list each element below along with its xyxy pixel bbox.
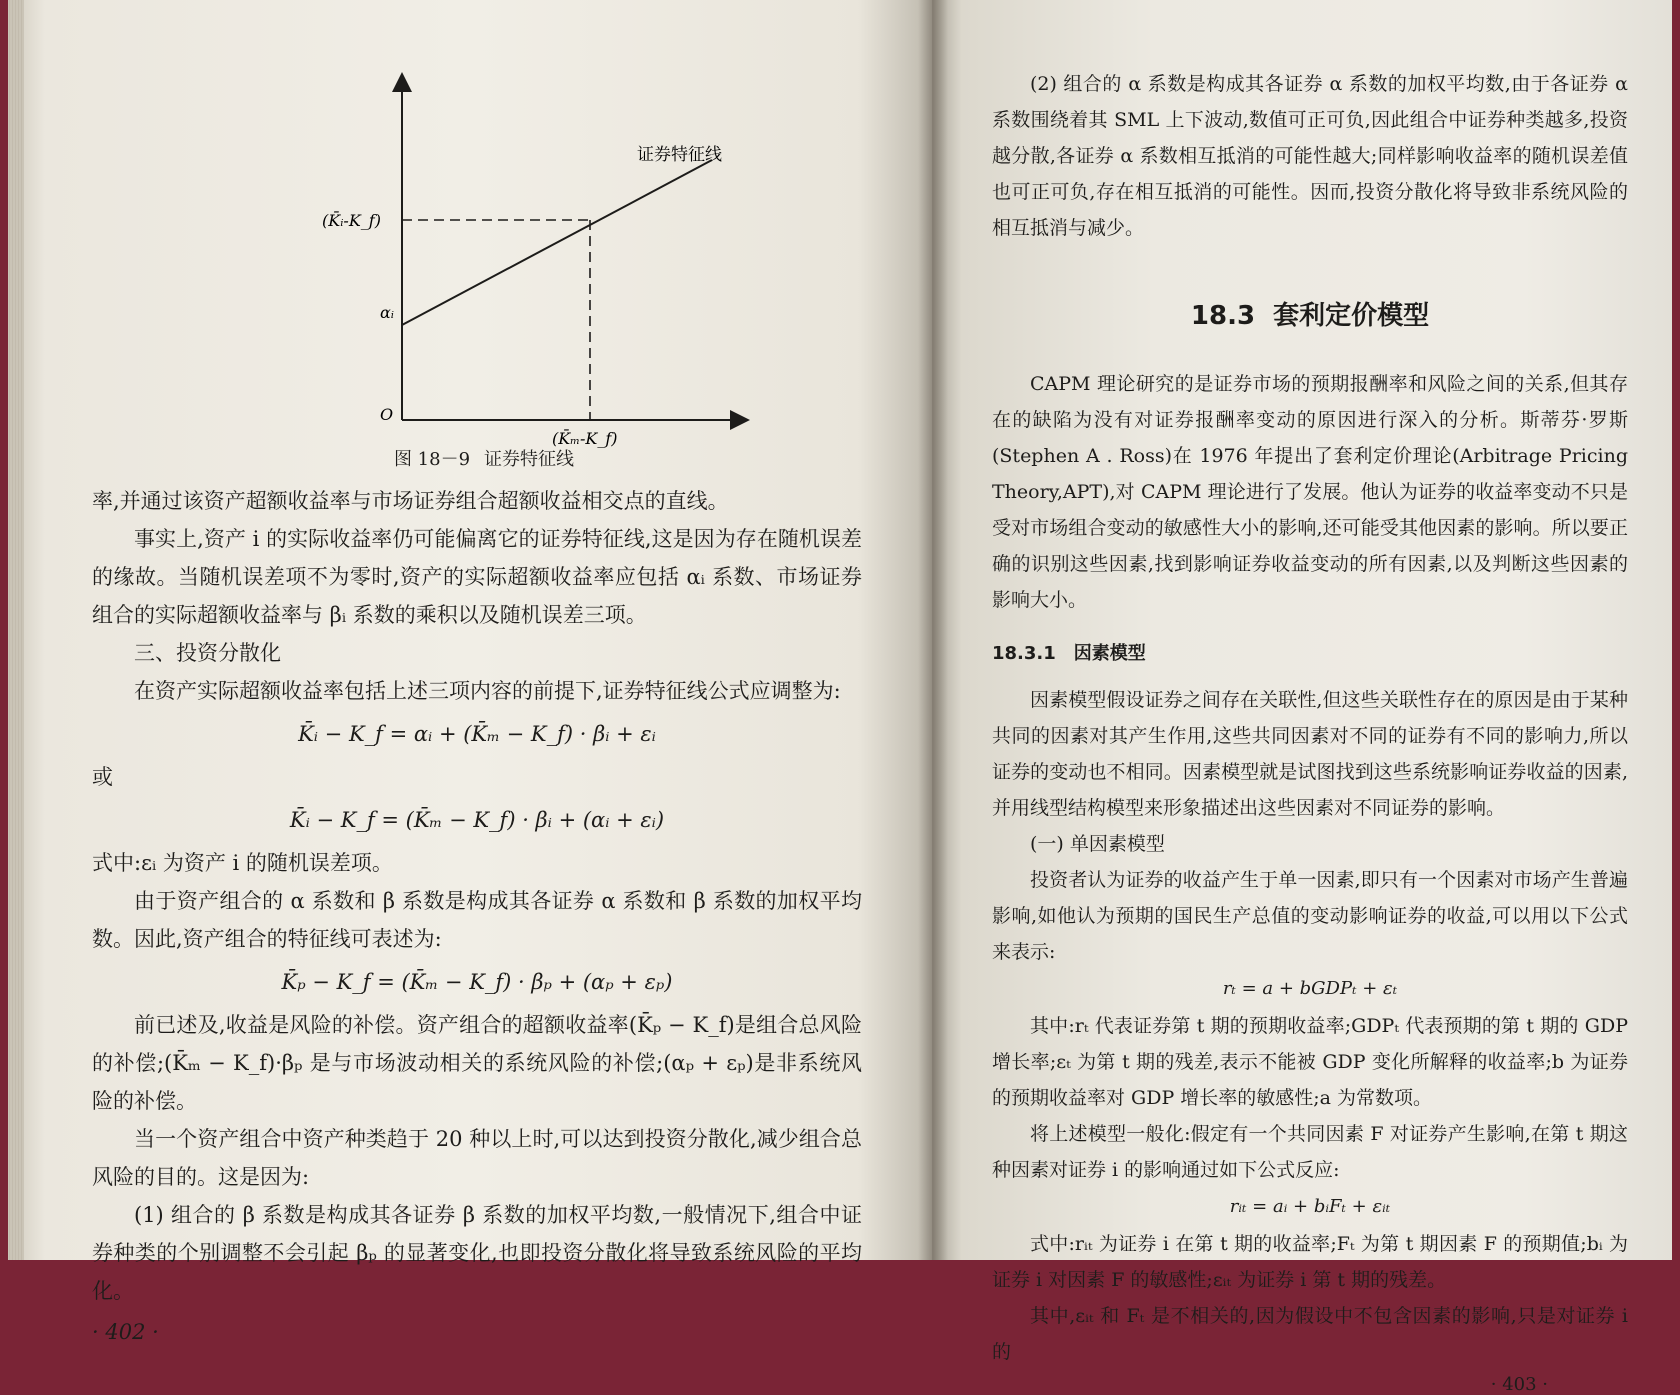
paragraph-8: (1) 组合的 β 系数是构成其各证券 β 系数的加权平均数,一般情况下,组合中证券种类的个别调整不会引起 βₚ 的显著变化,也即投资分散化将导致系统风险的平均化。: [92, 1203, 862, 1303]
alpha-label: αᵢ: [380, 303, 395, 322]
left-page: [8, 0, 932, 1344]
subsection-title-text: 因素模型: [1073, 643, 1146, 664]
figure-number: 图 18－9: [393, 449, 471, 470]
paragraph-r4: 投资者认为证券的收益产生于单一因素,即只有一个因素对市场产生普遍影响,如他认为预期的国民生产总值的变动影响证券的收益,可以用以下公式来表示:: [992, 869, 1628, 963]
characteristic-line: [402, 160, 712, 325]
subsection-number: 18.3.1: [992, 643, 1056, 664]
formula-r1: rₜ = a + bGDPₜ + εₜ: [1222, 978, 1398, 999]
paragraph-r2: CAPM 理论研究的是证券市场的预期报酬率和风险之间的关系,但其存在的缺陷为没有对证券报酬率变动的原因进行深入的分析。斯蒂芬·罗斯(Stephen A . Ross)在 1976 年提出了套利定价理论(Arbitrage Pricing Theory,APT),对 CAPM 理论进行了发展。他认为证券的收益率变动不只是受对市场组合变动的敏感性大小的影响,还可能受其他因素的影响。所以要正确的识别这些因素,找到影响证券收益变动的所有因素,以及判断这些因素的影响大小。: [992, 373, 1628, 611]
heading-diversification: 三、投资分散化: [134, 641, 281, 665]
formula-r2: rᵢₜ = aᵢ + bᵢFₜ + εᵢₜ: [1229, 1196, 1391, 1217]
paragraph-7: 当一个资产组合中资产种类趋于 20 种以上时,可以达到投资分散化,减少组合总风险的目的。这是因为:: [92, 1127, 862, 1189]
subsection-title: [992, 636, 1628, 672]
x-value-label: (K̄ₘ-K_f): [552, 429, 618, 448]
figure-svg: [182, 60, 942, 448]
right-page: [932, 0, 1672, 1395]
paragraph-r7: 式中:rᵢₜ 为证券 i 在第 t 期的收益率;Fₜ 为第 t 期因素 F 的预期值;bᵢ 为证券 i 对因素 F 的敏感性;εᵢₜ 为证券 i 第 t 期的残差。: [992, 1233, 1628, 1291]
page-number-right: · 403 ·: [1490, 1374, 1548, 1395]
security-characteristic-line-figure: [182, 60, 942, 448]
paragraph-3: 在资产实际超额收益率包括上述三项内容的前提下,证券特征线公式应调整为:: [134, 679, 841, 703]
origin-label: O: [380, 405, 394, 424]
paragraph-r1: (2) 组合的 α 系数是构成其各证券 α 系数的加权平均数,由于各证券 α 系数围绕着其 SML 上下波动,数值可正可负,因此组合中证券种类越多,投资越分散,各证券 α 系数相互抵消的可能性越大;同样影响收益率的随机误差值也可正可负,存在相互抵消的可能性。因而,投资分散化将导致非系统风险的相互抵消与减少。: [992, 73, 1628, 239]
paragraph-1: 率,并通过该资产超额收益率与市场证券组合超额收益相交点的直线。: [92, 489, 729, 513]
or-word: 或: [92, 765, 113, 789]
paragraph-4: 式中:εᵢ 为资产 i 的随机误差项。: [92, 851, 393, 875]
paragraph-r3: 因素模型假设证券之间存在关联性,但这些关联性存在的原因是由于某种共同的因素对其产生作用,这些共同因素对不同的证券有不同的影响力,所以证券的变动也不相同。因素模型就是试图找到这些系统影响证券收益的因素,并用线型结构模型来形象描述出这些因素对不同证券的影响。: [992, 689, 1628, 819]
line-label: 证券特征线: [637, 145, 722, 165]
book-spine: [918, 0, 948, 1260]
paragraph-r8: 其中,εᵢₜ 和 Fₜ 是不相关的,因为假设中不包含因素的影响,只是对证券 i 的: [992, 1305, 1628, 1363]
formula-3: K̄ₚ − K_f = (K̄ₘ − K_f) · βₚ + (αₚ + εₚ): [281, 970, 673, 994]
formula-1: K̄ᵢ − K_f = αᵢ + (K̄ₘ − K_f) · βᵢ + εᵢ: [298, 722, 656, 746]
figure-title: 证券特征线: [484, 449, 575, 470]
formula-2: K̄ᵢ − K_f = (K̄ₘ − K_f) · βᵢ + (αᵢ + εᵢ): [289, 808, 665, 832]
paragraph-6: 前已述及,收益是风险的补偿。资产组合的超额收益率(K̄ₚ − K_f)是组合总风险的补偿;(K̄ₘ − K_f)·βₚ 是与市场波动相关的系统风险的补偿;(αₚ + εₚ)是非系统风险的补偿。: [92, 1013, 862, 1113]
page-edges: [8, 0, 24, 1260]
section-number: 18.3: [1190, 301, 1256, 331]
figure-caption: [92, 444, 862, 476]
page-number-left: · 402 ·: [92, 1320, 159, 1344]
y-value-label: (K̄ᵢ-K_f): [322, 211, 381, 230]
paragraph-5: 由于资产组合的 α 系数和 β 系数是构成其各证券 α 系数和 β 系数的加权平均数。因此,资产组合的特征线可表述为:: [92, 889, 862, 951]
paragraph-r5: 其中:rₜ 代表证券第 t 期的预期收益率;GDPₜ 代表预期的第 t 期的 GDP 增长率;εₜ 为第 t 期的残差,表示不能被 GDP 变化所解释的收益率;b 为证券的预期收益率对 GDP 增长率的敏感性;a 为常数项。: [992, 1015, 1628, 1109]
paragraph-r6: 将上述模型一般化:假定有一个共同因素 F 对证券产生影响,在第 t 期这种因素对证券 i 的影响通过如下公式反应:: [992, 1123, 1628, 1181]
section-title: [992, 296, 1628, 336]
heading-single-factor: (一) 单因素模型: [1030, 833, 1165, 855]
section-title-text: 套利定价模型: [1273, 301, 1430, 331]
paragraph-2: 事实上,资产 i 的实际收益率仍可能偏离它的证券特征线,这是因为存在随机误差的缘故。当随机误差项不为零时,资产的实际超额收益率应包括 αᵢ 系数、市场证券组合的实际超额收益率与 βᵢ 系数的乘积以及随机误差三项。: [92, 527, 862, 627]
